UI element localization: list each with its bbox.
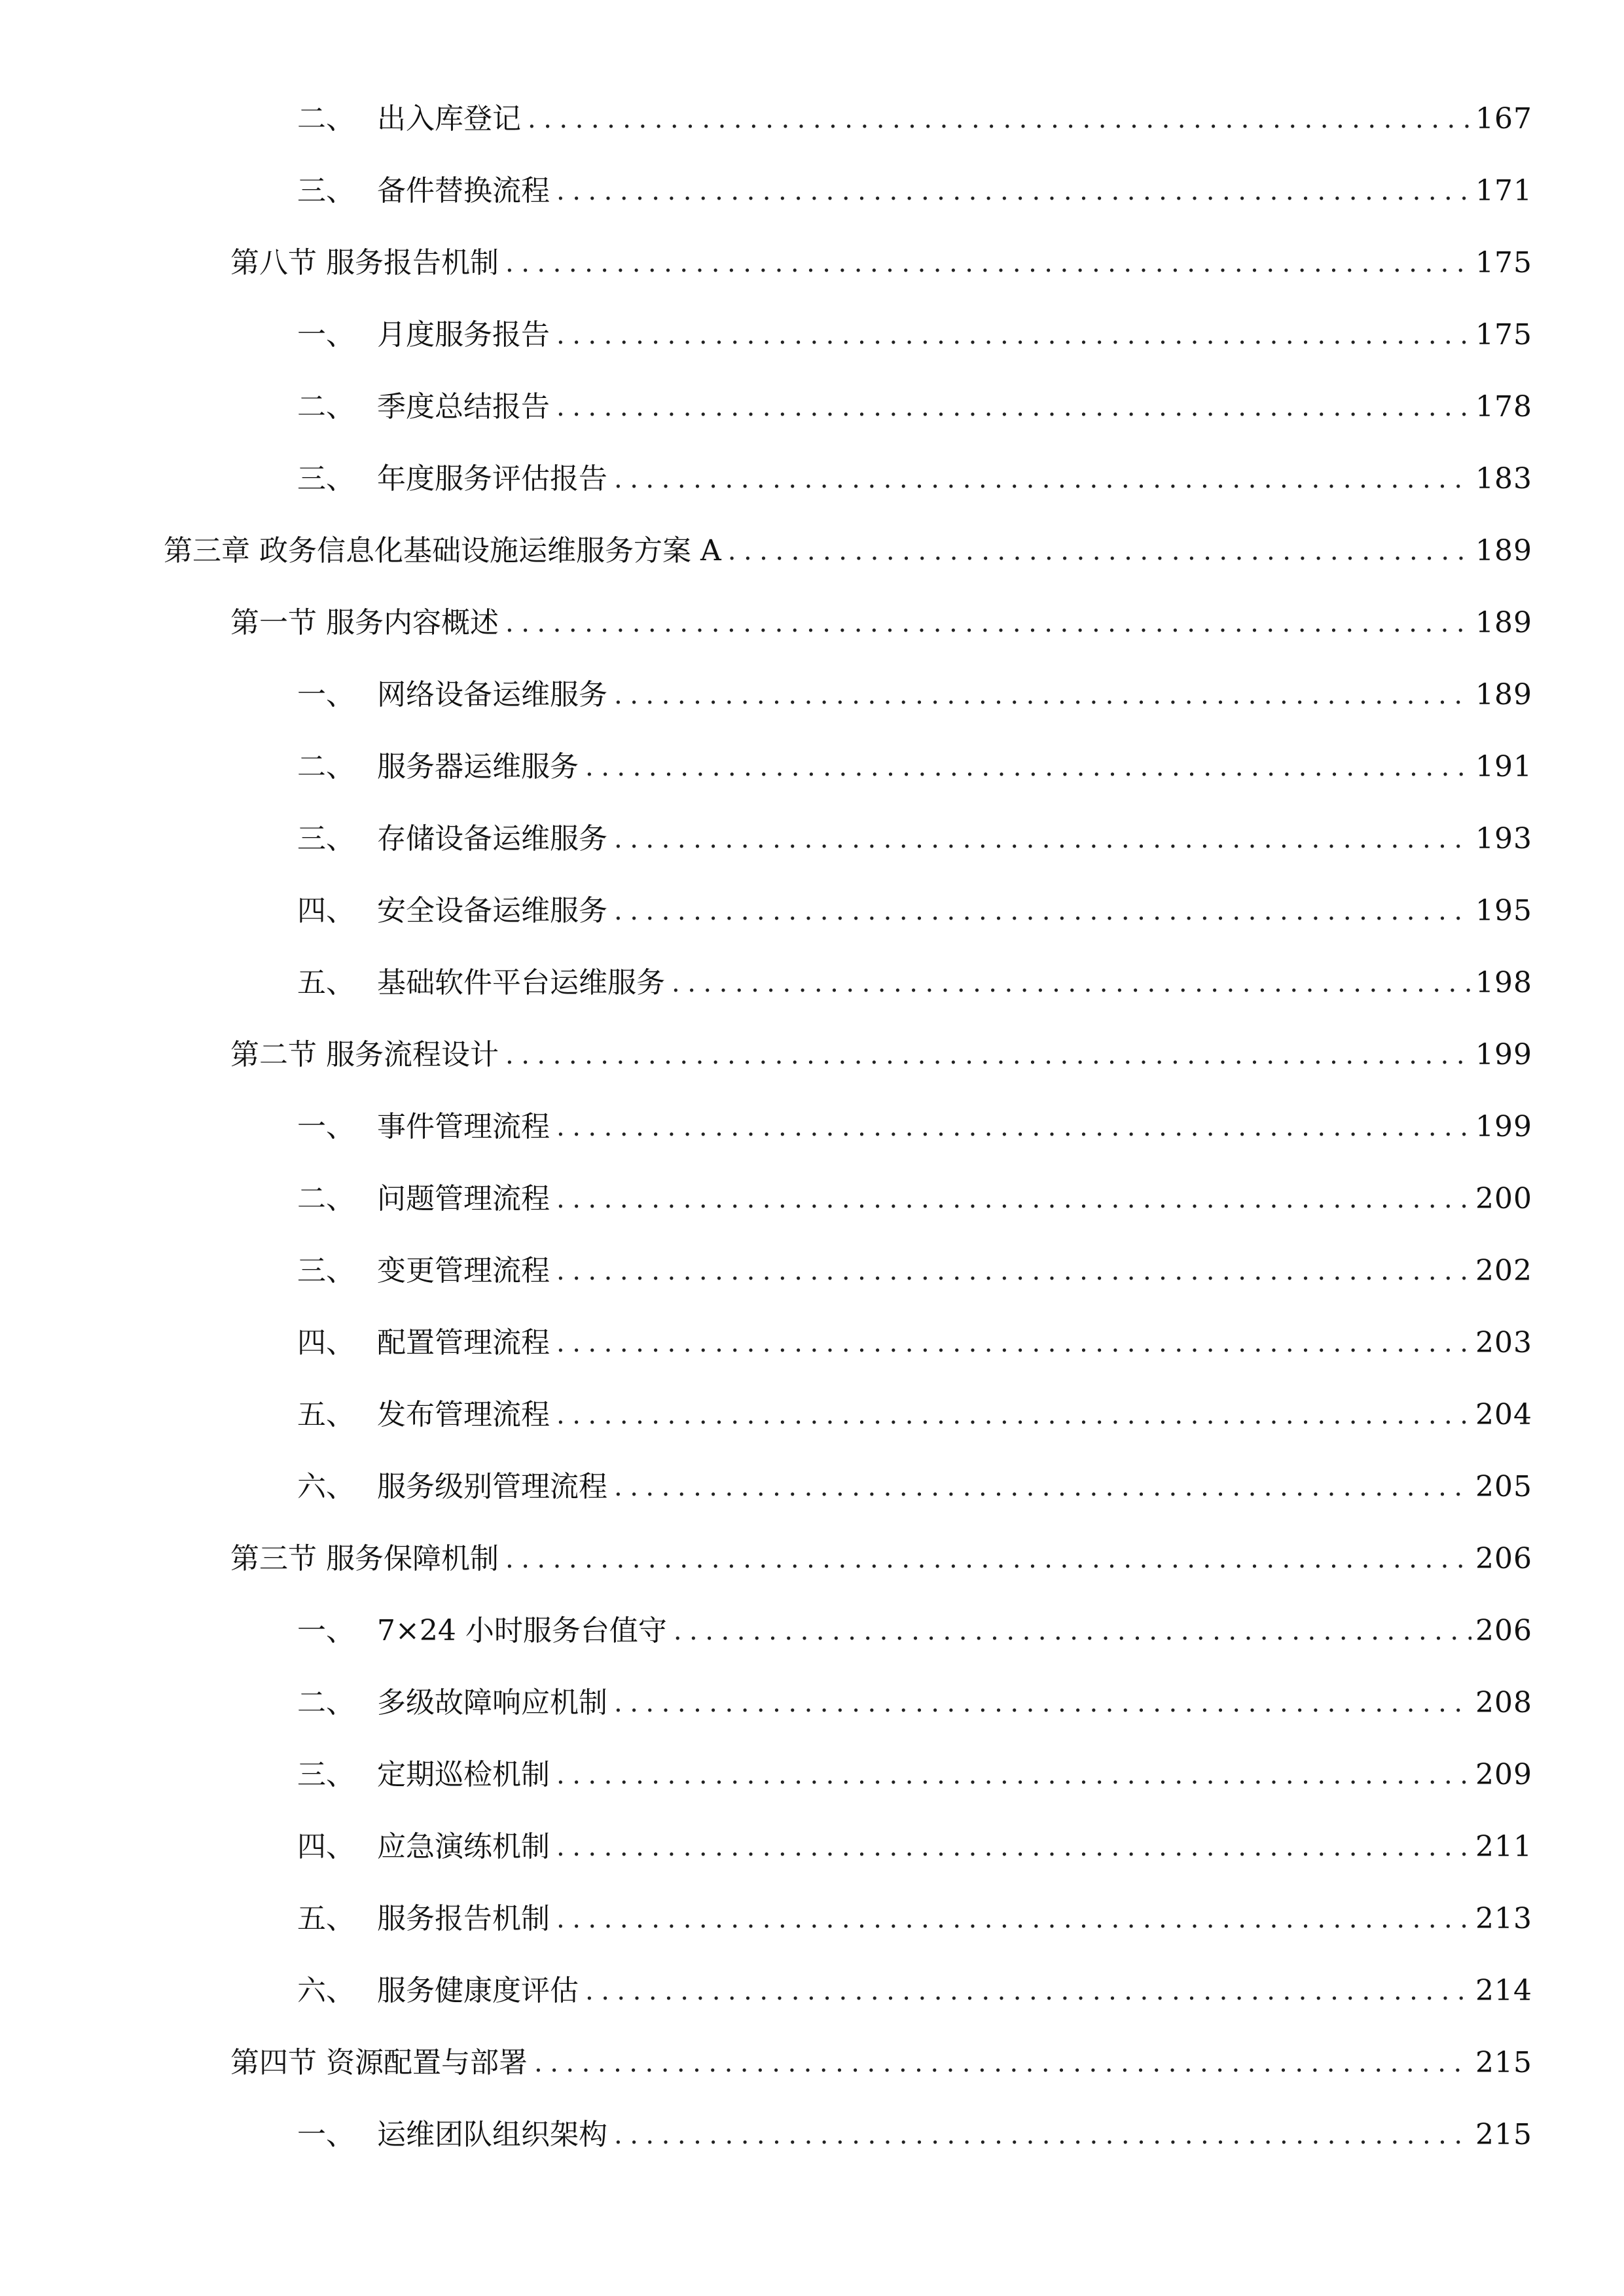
toc-entry-title: 存储设备运维服务	[377, 822, 607, 855]
toc-entry-page: 199	[1475, 1038, 1532, 1071]
dot-leader	[585, 1965, 1471, 2017]
toc-entry-number: 四、	[297, 1326, 355, 1359]
toc-entry-title: 出入库登记	[377, 102, 521, 135]
dot-leader	[614, 885, 1471, 937]
toc-entry-section[interactable]	[297, 1389, 1532, 1441]
toc-entry-number: 五、	[297, 966, 355, 999]
toc-entry-section[interactable]	[297, 1965, 1532, 2017]
dot-leader	[556, 1893, 1471, 1945]
dot-leader	[556, 1389, 1471, 1441]
toc-entry-chapter[interactable]	[164, 525, 1532, 577]
toc-entry-section[interactable]	[297, 1677, 1532, 1729]
toc-entry-section[interactable]	[297, 1317, 1532, 1369]
toc-entry-number: 六、	[297, 1470, 355, 1503]
toc-entry-number: 六、	[297, 1974, 355, 2007]
toc-entry-page: 195	[1475, 894, 1532, 927]
dot-leader	[505, 1029, 1471, 1081]
toc-entry-section[interactable]	[297, 1893, 1532, 1945]
toc-entry-number: 二、	[297, 102, 355, 135]
toc-entry-title: 年度服务评估报告	[377, 462, 607, 495]
toc-entry-page: 178	[1475, 390, 1532, 423]
toc-entry-section[interactable]	[297, 1173, 1532, 1225]
toc-entry-title: 服务报告机制	[377, 1902, 550, 1935]
toc-entry-title: 7×24 小时服务台值守	[377, 1614, 667, 1647]
toc-entry-number: 一、	[297, 678, 355, 711]
toc-entry-section[interactable]	[297, 93, 1532, 145]
toc-entry-title: 第二节 服务流程设计	[230, 1038, 499, 1071]
dot-leader	[534, 2037, 1471, 2089]
dot-leader	[614, 1461, 1471, 1513]
toc-entry-title: 基础软件平台运维服务	[377, 966, 665, 999]
dot-leader	[556, 1821, 1471, 1873]
toc-entry-title: 第一节 服务内容概述	[230, 606, 499, 639]
toc-entry-page: 171	[1475, 174, 1532, 207]
dot-leader	[674, 1605, 1471, 1657]
dot-leader	[556, 165, 1471, 217]
toc-entry-page: 203	[1475, 1326, 1532, 1359]
toc-entry-subchapter[interactable]	[230, 237, 1532, 289]
toc-entry-title: 第三章 政务信息化基础设施运维服务方案 A	[164, 534, 721, 567]
toc-entry-page: 204	[1475, 1398, 1532, 1431]
toc-entry-number: 三、	[297, 1254, 355, 1287]
dot-leader	[505, 597, 1471, 649]
toc-entry-title: 月度服务报告	[377, 318, 550, 351]
toc-entry-number: 二、	[297, 390, 355, 423]
toc-entry-title: 应急演练机制	[377, 1830, 550, 1863]
dot-leader	[728, 525, 1471, 577]
toc-entry-number: 四、	[297, 894, 355, 927]
toc-entry-section[interactable]	[297, 1749, 1532, 1801]
toc-entry-title: 安全设备运维服务	[377, 894, 607, 927]
toc-entry-title: 发布管理流程	[377, 1398, 550, 1431]
toc-entry-title: 多级故障响应机制	[377, 1686, 607, 1719]
toc-entry-page: 198	[1475, 966, 1532, 999]
toc-entry-page: 191	[1475, 750, 1532, 783]
dot-leader	[614, 2109, 1471, 2161]
toc-entry-page: 206	[1475, 1542, 1532, 1575]
dot-leader	[556, 381, 1471, 433]
toc-entry-section[interactable]	[297, 1101, 1532, 1153]
toc-entry-number: 二、	[297, 750, 355, 783]
toc-entry-title: 网络设备运维服务	[377, 678, 607, 711]
toc-entry-section[interactable]	[297, 1605, 1532, 1657]
toc-entry-page: 189	[1475, 606, 1532, 639]
toc-entry-page: 205	[1475, 1470, 1532, 1503]
toc-entry-page: 189	[1475, 534, 1532, 567]
toc-entry-page: 175	[1475, 246, 1532, 279]
dot-leader	[556, 1317, 1471, 1369]
toc-entry-number: 二、	[297, 1182, 355, 1215]
toc-entry-page: 214	[1475, 1974, 1532, 2007]
toc-entry-title: 第八节 服务报告机制	[230, 246, 499, 279]
dot-leader	[614, 669, 1471, 721]
dot-leader	[528, 93, 1471, 145]
toc-entry-title: 第三节 服务保障机制	[230, 1542, 499, 1575]
toc-entry-number: 三、	[297, 822, 355, 855]
toc-entry-page: 215	[1475, 2046, 1532, 2079]
dot-leader	[585, 741, 1471, 793]
toc-entry-section[interactable]	[297, 453, 1532, 505]
toc-entry-title: 第四节 资源配置与部署	[230, 2046, 528, 2079]
dot-leader	[614, 813, 1471, 865]
toc-entry-page: 193	[1475, 822, 1532, 855]
toc-entry-section[interactable]	[297, 381, 1532, 433]
toc-entry-page: 208	[1475, 1686, 1532, 1719]
toc-entry-page: 206	[1475, 1614, 1532, 1647]
toc-entry-section[interactable]	[297, 2109, 1532, 2161]
toc-entry-page: 189	[1475, 678, 1532, 711]
dot-leader	[614, 1677, 1471, 1729]
toc-entry-section[interactable]	[297, 957, 1532, 1009]
toc-entry-section[interactable]	[297, 741, 1532, 793]
dot-leader	[556, 1101, 1471, 1153]
dot-leader	[556, 1173, 1471, 1225]
toc-entry-title: 备件替换流程	[377, 174, 550, 207]
toc-entry-subchapter[interactable]	[230, 1029, 1532, 1081]
toc-entry-page: 175	[1475, 318, 1532, 351]
toc-entry-section[interactable]	[297, 1461, 1532, 1513]
toc-entry-title: 变更管理流程	[377, 1254, 550, 1287]
dot-leader	[556, 1245, 1471, 1297]
toc-entry-page: 215	[1475, 2118, 1532, 2151]
toc-entry-number: 二、	[297, 1686, 355, 1719]
toc-entry-number: 五、	[297, 1902, 355, 1935]
toc-entry-number: 三、	[297, 462, 355, 495]
toc-entry-number: 一、	[297, 1614, 355, 1647]
toc-entry-title: 配置管理流程	[377, 1326, 550, 1359]
toc-entry-title: 运维团队组织架构	[377, 2118, 607, 2151]
toc-entry-title: 服务器运维服务	[377, 750, 579, 783]
toc-entry-page: 211	[1475, 1830, 1532, 1863]
toc-entry-page: 183	[1475, 462, 1532, 495]
dot-leader	[556, 309, 1471, 361]
dot-leader	[556, 1749, 1471, 1801]
toc-entry-number: 三、	[297, 174, 355, 207]
toc-entry-section[interactable]	[297, 1245, 1532, 1297]
toc-entry-title: 服务健康度评估	[377, 1974, 579, 2007]
toc-entry-page: 199	[1475, 1110, 1532, 1143]
dot-leader	[672, 957, 1471, 1009]
toc-entry-section[interactable]	[297, 669, 1532, 721]
toc-entry-page: 200	[1475, 1182, 1532, 1215]
toc-entry-page: 213	[1475, 1902, 1532, 1935]
toc-entry-title: 服务级别管理流程	[377, 1470, 607, 1503]
toc-entry-number: 四、	[297, 1830, 355, 1863]
toc-entry-section[interactable]	[297, 813, 1532, 865]
dot-leader	[614, 453, 1471, 505]
dot-leader	[505, 237, 1471, 289]
toc-entry-subchapter[interactable]	[230, 1533, 1532, 1585]
toc-entry-title: 季度总结报告	[377, 390, 550, 423]
toc-entry-page: 167	[1475, 102, 1532, 135]
toc-entry-number: 三、	[297, 1758, 355, 1791]
toc-entry-section[interactable]	[297, 309, 1532, 361]
toc-entry-subchapter[interactable]	[230, 2037, 1532, 2089]
toc-entry-page: 209	[1475, 1758, 1532, 1791]
toc-entry-subchapter[interactable]	[230, 597, 1532, 649]
toc-entry-page: 202	[1475, 1254, 1532, 1287]
toc-entry-title: 定期巡检机制	[377, 1758, 550, 1791]
toc-entry-section[interactable]	[297, 1821, 1532, 1873]
toc-entry-number: 五、	[297, 1398, 355, 1431]
toc-entry-title: 事件管理流程	[377, 1110, 550, 1143]
toc-entry-number: 一、	[297, 2118, 355, 2151]
toc-entry-number: 一、	[297, 1110, 355, 1143]
toc-entry-section[interactable]	[297, 885, 1532, 937]
dot-leader	[505, 1533, 1471, 1585]
toc-entry-section[interactable]	[297, 165, 1532, 217]
toc-entry-number: 一、	[297, 318, 355, 351]
toc-entry-title: 问题管理流程	[377, 1182, 550, 1215]
